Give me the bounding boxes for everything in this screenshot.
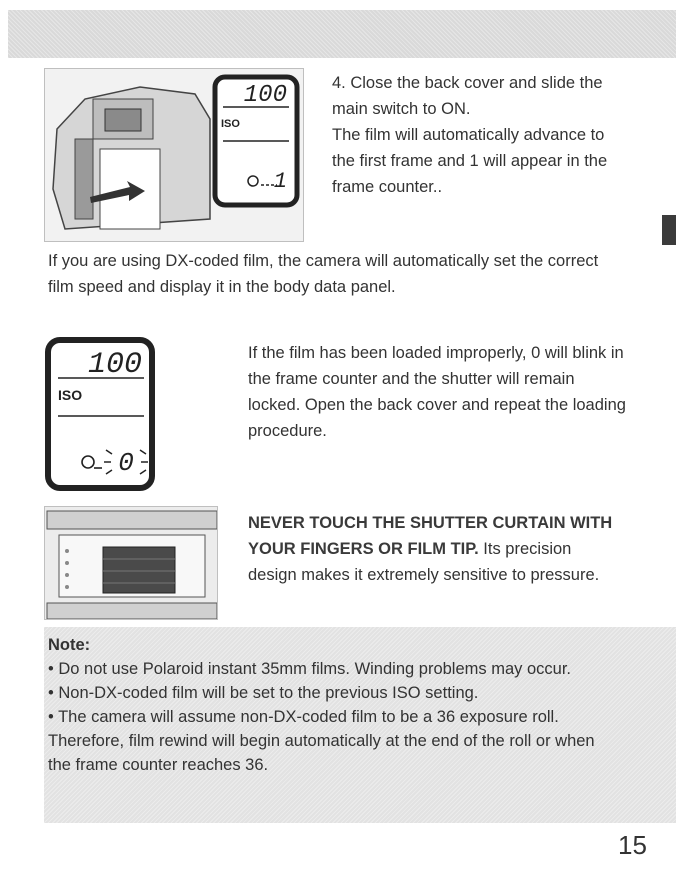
step-line: 4. Close the back cover and slide the bbox=[332, 74, 603, 92]
lcd2-speed: 100 bbox=[87, 348, 142, 382]
improper-line: locked. Open the back cover and repeat the loading bbox=[248, 396, 626, 414]
note-item: • Do not use Polaroid instant 35mm films. Winding problems may occur. bbox=[48, 660, 571, 678]
dx-line: If you are using DX-coded film, the camera will automatically set the correct bbox=[48, 252, 599, 270]
note-item: • Non-DX-coded film will be set to the previous ISO setting. bbox=[48, 684, 479, 702]
note-item: • The camera will assume non-DX-coded film to be a 36 exposure roll. bbox=[48, 708, 559, 726]
warning-bold: YOUR FINGERS OR FILM TIP. bbox=[248, 540, 479, 558]
warning-bold: NEVER TOUCH THE SHUTTER CURTAIN WITH bbox=[248, 514, 613, 532]
shutter-warning-text bbox=[248, 510, 672, 588]
page-number: 15 bbox=[618, 830, 647, 860]
improper-line: the frame counter and the shutter will remain bbox=[248, 370, 575, 388]
camera-drawing bbox=[45, 69, 304, 242]
lcd1-counter: 1 bbox=[273, 169, 287, 194]
camera-back-illustration bbox=[44, 68, 304, 242]
lcd-drawing bbox=[44, 336, 156, 492]
step-line: frame counter.. bbox=[332, 178, 443, 196]
shutter-curtain-illustration bbox=[44, 506, 218, 620]
improper-line: procedure. bbox=[248, 422, 327, 440]
warning-line-3: design makes it extremely sensitive to pressure. bbox=[248, 566, 600, 584]
step-line: main switch to ON. bbox=[332, 100, 471, 118]
lcd2-iso-label: ISO bbox=[58, 387, 83, 403]
note-box bbox=[44, 627, 676, 823]
improper-line: If the film has been loaded improperly, 0 will blink in bbox=[248, 344, 624, 362]
section-tab bbox=[662, 215, 676, 245]
lcd-panel-illustration bbox=[44, 336, 156, 492]
step-line: the first frame and 1 will appear in the bbox=[332, 152, 608, 170]
note-line: the frame counter reaches 36. bbox=[48, 756, 269, 774]
dx-line: film speed and display it in the body data panel. bbox=[48, 278, 396, 296]
lcd1-iso-label: ISO bbox=[221, 118, 240, 130]
lcd1-speed: 100 bbox=[243, 82, 287, 109]
dx-film-paragraph bbox=[48, 248, 668, 300]
lcd2-counter-blinking: 0 bbox=[118, 448, 134, 478]
note-title: Note: bbox=[48, 636, 91, 654]
header-band bbox=[8, 10, 676, 58]
shutter-drawing bbox=[45, 507, 218, 620]
improper-loading-text bbox=[248, 340, 672, 444]
warning-text: Its precision bbox=[478, 540, 572, 558]
warning-line-1 bbox=[248, 510, 672, 536]
warning-line-2 bbox=[248, 536, 672, 562]
step-4-text bbox=[332, 70, 672, 200]
step-line: The film will automatically advance to bbox=[332, 126, 605, 144]
note-line: Therefore, film rewind will begin automatically at the end of the roll or when bbox=[48, 732, 595, 750]
